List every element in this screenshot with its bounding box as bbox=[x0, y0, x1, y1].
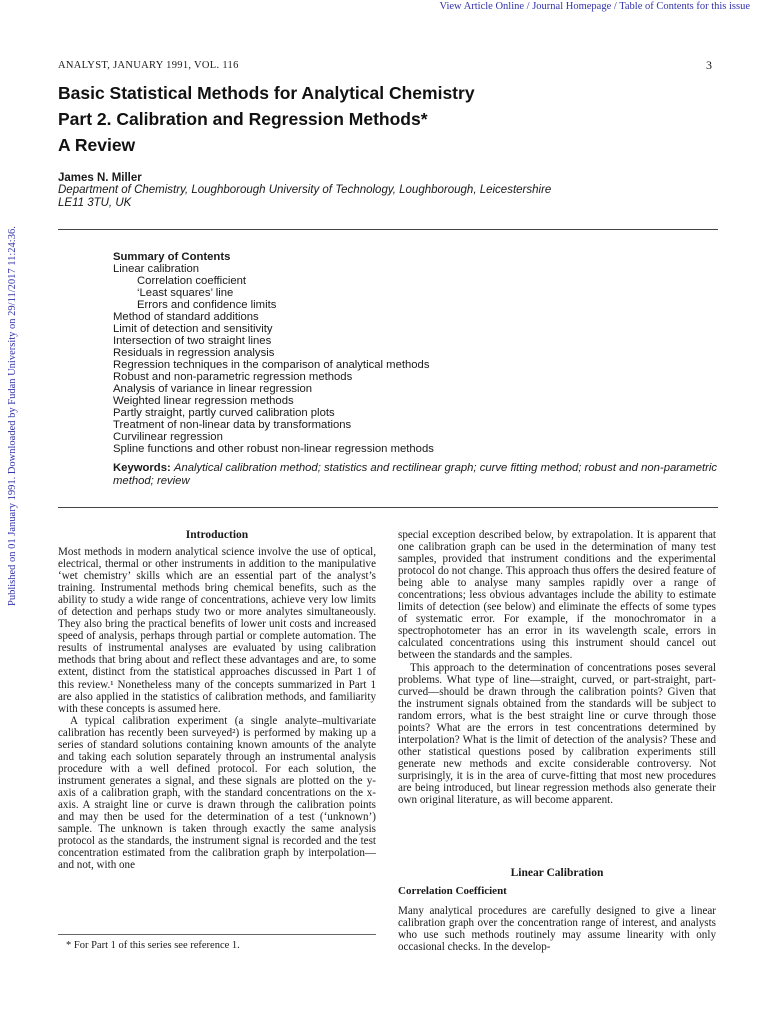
keywords bbox=[113, 462, 723, 487]
divider-top bbox=[58, 229, 718, 230]
summary-item: Partly straight, partly curved calibration plots bbox=[113, 407, 335, 419]
paragraph: special exception described below, by extrapolation. It is apparent that one calibration graph can be used in the determination of many test samples, provided that instrument conditions and the experimental protocol do not change. This approach thus offers the desired feature of being able to analyse many samples rapidly over a range of concentrations; less obvious advantages include the ability to estimate limits of detection (see below) and eliminate the effects of some types of systematic error. For example, if the monochromator in a spectrophotometer has an error in its wavelength scale, errors in calculated concentrations using this instrument should cancel out between the standards and the samples. bbox=[398, 529, 716, 662]
article-title bbox=[58, 80, 718, 158]
affiliation-line-2: LE11 3TU, UK bbox=[58, 196, 132, 209]
page-number: 3 bbox=[706, 58, 712, 72]
article-nav-text[interactable]: View Article Online / Journal Homepage / Table of Contents for this issue bbox=[439, 1, 750, 12]
summary-item: Linear calibration bbox=[113, 263, 200, 275]
paragraph: A typical calibration experiment (a single analyte–multivariate calibration has recently been surveyed²) is performed by making up a series of standard solutions containing known amounts of the analyte and taking each solution separately through an instrumental analysis procedure with a well defined protocol. For each solution, the instrument generates a signal, and these signals are plotted on the y-axis of a calibration graph, with the standard concentrations on the x-axis. A straight line or curve is drawn through the calibration points and may then be used for the determination of a test (‘unknown’) sample. The unknown is taken through exactly the same analysis protocol as the standards, the instrument signal is recorded and the test concentration estimated from the calibration graph by interpolation—and not, with one bbox=[58, 714, 376, 872]
title-line-3: A Review bbox=[58, 135, 136, 155]
title-line-1: Basic Statistical Methods for Analytical Chemistry bbox=[58, 83, 475, 103]
summary-item: Errors and confidence limits bbox=[137, 299, 277, 311]
summary-item: Limit of detection and sensitivity bbox=[113, 323, 273, 335]
footnote-rule bbox=[58, 934, 376, 935]
summary-of-contents bbox=[113, 251, 723, 455]
title-line-2: Part 2. Calibration and Regression Methods* bbox=[58, 109, 428, 129]
section-heading-introduction: Introduction bbox=[185, 529, 249, 541]
running-header: ANALYST, JANUARY 1991, VOL. 116 bbox=[58, 60, 239, 71]
summary-heading: Summary of Contents bbox=[113, 251, 231, 263]
summary-item: Treatment of non-linear data by transformations bbox=[113, 419, 352, 431]
summary-item: Spline functions and other robust non-linear regression methods bbox=[113, 443, 434, 455]
summary-item: Residuals in regression analysis bbox=[113, 347, 275, 359]
summary-item: ‘Least squares’ line bbox=[137, 287, 234, 299]
left-column-body bbox=[58, 546, 376, 871]
section-heading-linear-calibration: Linear Calibration bbox=[510, 867, 604, 879]
author-affiliation bbox=[58, 184, 718, 209]
affiliation-line-1: Department of Chemistry, Loughborough University of Technology, Loughborough, Leicestershire bbox=[58, 184, 552, 196]
summary-item: Curvilinear regression bbox=[113, 431, 223, 443]
divider-bottom bbox=[58, 507, 718, 508]
paragraph: Most methods in modern analytical science involve the use of optical, electrical, thermal or other instruments in addition to the manipulative ‘wet chemistry’ skills which are an essential part of the analyst’s training. Instrumental methods bring chemical benefits, such as the ability to study a wide range of concentrations, achieve very low limits of detection and perhaps study two or more analytes simultaneously. They also bring the practical benefits of lower unit costs and increased speed of analysis, perhaps through partial or complete automation. The results of instrumental analyses are evaluated by using calibration methods that bring about and reflect these advantages and are, to some extent, distinct from the statistical approaches discussed in Part 1 of this review.¹ Nonetheless many of the concepts summarized in Part 1 are also applied in the statistics of calibration methods, and familiarity with these concepts is assumed here. bbox=[58, 546, 376, 715]
summary-item: Weighted linear regression methods bbox=[113, 395, 294, 407]
keywords-text: Analytical calibration method; statistics and rectilinear graph; curve fitting method; robust and non-parametric method; review bbox=[113, 462, 718, 487]
summary-item: Method of standard additions bbox=[113, 311, 259, 323]
summary-item: Correlation coefficient bbox=[137, 275, 247, 287]
author-name: James N. Miller bbox=[58, 172, 142, 184]
keywords-label: Keywords: bbox=[113, 462, 171, 474]
subsection-heading-correlation-coefficient: Correlation Coefficient bbox=[398, 885, 507, 897]
download-watermark bbox=[7, 226, 21, 610]
summary-item: Analysis of variance in linear regression bbox=[113, 383, 313, 395]
summary-item: Intersection of two straight lines bbox=[113, 335, 272, 347]
article-nav-links[interactable] bbox=[0, 0, 750, 13]
right-column-body bbox=[398, 529, 716, 806]
right-column-body-continued bbox=[398, 905, 716, 953]
summary-list bbox=[113, 263, 723, 455]
footnote: * For Part 1 of this series see reference 1. bbox=[66, 940, 240, 951]
summary-item: Robust and non-parametric regression methods bbox=[113, 371, 353, 383]
summary-item: Regression techniques in the comparison of analytical methods bbox=[113, 359, 430, 371]
paragraph: Many analytical procedures are carefully designed to give a linear calibration graph over the concentration range of interest, and analysts who use such methods routinely may assume linearity with only occasional checks. In the develop- bbox=[398, 905, 716, 954]
download-watermark-text: Published on 01 January 1991. Downloaded by Fudan University on 29/11/2017 11:24:36. bbox=[7, 226, 18, 606]
paragraph: This approach to the determination of concentrations poses several problems. What type of line—straight, curved, or part-straight, part-curved—should be drawn through the calibration points? Given that the instrument signals obtained from the standards will be subject to random errors, what is the best straight line or curve through those points? What are the errors in test concentrations determined by interpolation? What is the limit of detection of the analysis? These and other statistical questions posed by calibration experiments still generate new methods and excite considerable controversy. Not surprisingly, it is in the area of curve-fitting that most new procedures are being introduced, but linear regression methods also generate their own original literature, as will become apparent. bbox=[398, 661, 716, 807]
